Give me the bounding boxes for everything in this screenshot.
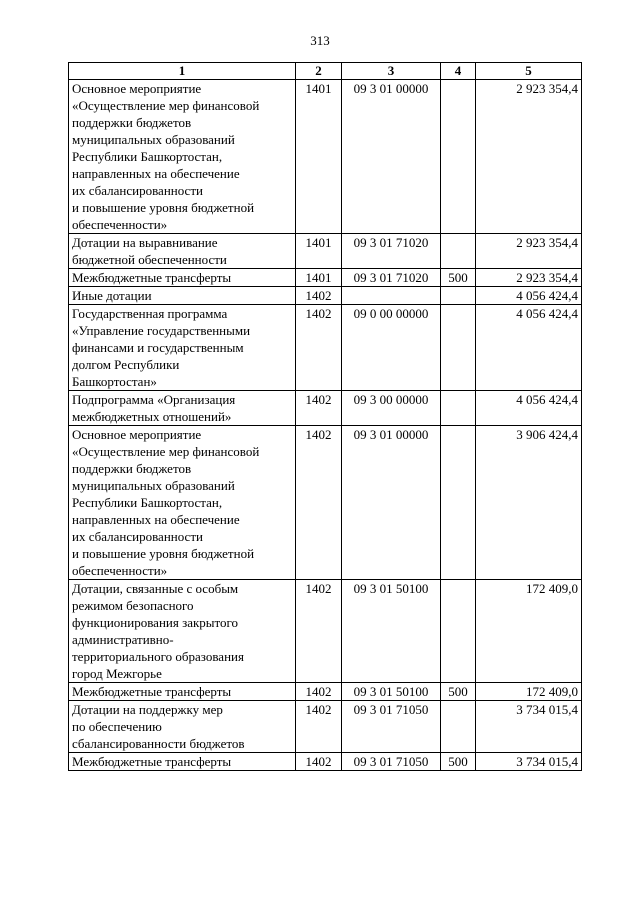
row-code-cell: 09 3 01 00000 (342, 426, 441, 580)
row-expense-type-cell: 500 (441, 753, 476, 771)
row-amount-cell: 4 056 424,4 (476, 391, 582, 426)
row-amount-cell: 172 409,0 (476, 683, 582, 701)
table-row (69, 287, 582, 305)
row-section-cell: 1402 (296, 426, 342, 580)
row-code-cell: 09 3 01 71020 (342, 269, 441, 287)
row-section-cell: 1402 (296, 701, 342, 753)
row-code-cell: 09 3 00 00000 (342, 391, 441, 426)
row-amount-cell: 4 056 424,4 (476, 287, 582, 305)
row-expense-type-cell (441, 426, 476, 580)
row-code-cell (342, 287, 441, 305)
table-header-row (69, 63, 582, 80)
page-number: 313 (310, 33, 330, 48)
table-row (69, 391, 582, 426)
row-expense-type-cell: 500 (441, 269, 476, 287)
row-amount-cell: 2 923 354,4 (476, 269, 582, 287)
table-row (69, 269, 582, 287)
column-header-3: 3 (342, 63, 441, 80)
row-section-cell: 1402 (296, 580, 342, 683)
row-amount-cell: 4 056 424,4 (476, 305, 582, 391)
row-section-cell: 1402 (296, 391, 342, 426)
row-name-cell: Иные дотации (69, 287, 296, 305)
row-name-cell: Межбюджетные трансферты (69, 269, 296, 287)
column-header-4: 4 (441, 63, 476, 80)
row-name-cell: Основное мероприятие «Осуществление мер финансовой поддержки бюджетов муниципальных образований Республики Башкортостан, направленных на обеспечение их сбалансированности и повышение уровня бюджетной обеспеченности» (69, 426, 296, 580)
row-name-cell: Дотации на поддержку мер по обеспечению сбалансированности бюджетов (69, 701, 296, 753)
row-amount-cell: 2 923 354,4 (476, 80, 582, 234)
row-amount-cell: 2 923 354,4 (476, 234, 582, 269)
table-row (69, 426, 582, 580)
row-name-cell: Государственная программа «Управление государственными финансами и государственным долгом Республики Башкортостан» (69, 305, 296, 391)
row-expense-type-cell (441, 391, 476, 426)
row-expense-type-cell: 500 (441, 683, 476, 701)
row-code-cell: 09 3 01 50100 (342, 683, 441, 701)
row-amount-cell: 3 734 015,4 (476, 701, 582, 753)
row-name-cell: Подпрограмма «Организация межбюджетных отношений» (69, 391, 296, 426)
row-expense-type-cell (441, 701, 476, 753)
row-amount-cell: 172 409,0 (476, 580, 582, 683)
row-code-cell: 09 3 01 50100 (342, 580, 441, 683)
budget-table (68, 62, 582, 771)
row-name-cell: Межбюджетные трансферты (69, 683, 296, 701)
row-section-cell: 1402 (296, 753, 342, 771)
row-code-cell: 09 3 01 71050 (342, 753, 441, 771)
row-expense-type-cell (441, 580, 476, 683)
row-section-cell: 1401 (296, 80, 342, 234)
row-section-cell: 1401 (296, 234, 342, 269)
row-section-cell: 1402 (296, 305, 342, 391)
row-code-cell: 09 3 01 00000 (342, 80, 441, 234)
row-section-cell: 1402 (296, 683, 342, 701)
row-amount-cell: 3 734 015,4 (476, 753, 582, 771)
column-header-2: 2 (296, 63, 342, 80)
row-expense-type-cell (441, 287, 476, 305)
row-name-cell: Межбюджетные трансферты (69, 753, 296, 771)
row-expense-type-cell (441, 305, 476, 391)
row-name-cell: Дотации на выравнивание бюджетной обеспеченности (69, 234, 296, 269)
row-code-cell: 09 3 01 71020 (342, 234, 441, 269)
row-expense-type-cell (441, 234, 476, 269)
column-header-1: 1 (69, 63, 296, 80)
table-row (69, 683, 582, 701)
row-section-cell: 1402 (296, 287, 342, 305)
table-row (69, 80, 582, 234)
row-code-cell: 09 0 00 00000 (342, 305, 441, 391)
row-section-cell: 1401 (296, 269, 342, 287)
table-body (69, 80, 582, 771)
column-header-5: 5 (476, 63, 582, 80)
table-row (69, 580, 582, 683)
table-row (69, 305, 582, 391)
table-row (69, 701, 582, 753)
row-code-cell: 09 3 01 71050 (342, 701, 441, 753)
table-row (69, 234, 582, 269)
row-name-cell: Дотации, связанные с особым режимом безопасного функционирования закрытого административно- территориального образования город Межгорье (69, 580, 296, 683)
table-row (69, 753, 582, 771)
row-expense-type-cell (441, 80, 476, 234)
row-amount-cell: 3 906 424,4 (476, 426, 582, 580)
row-name-cell: Основное мероприятие «Осуществление мер финансовой поддержки бюджетов муниципальных образований Республики Башкортостан, направленных на обеспечение их сбалансированности и повышение уровня бюджетной обеспеченности» (69, 80, 296, 234)
